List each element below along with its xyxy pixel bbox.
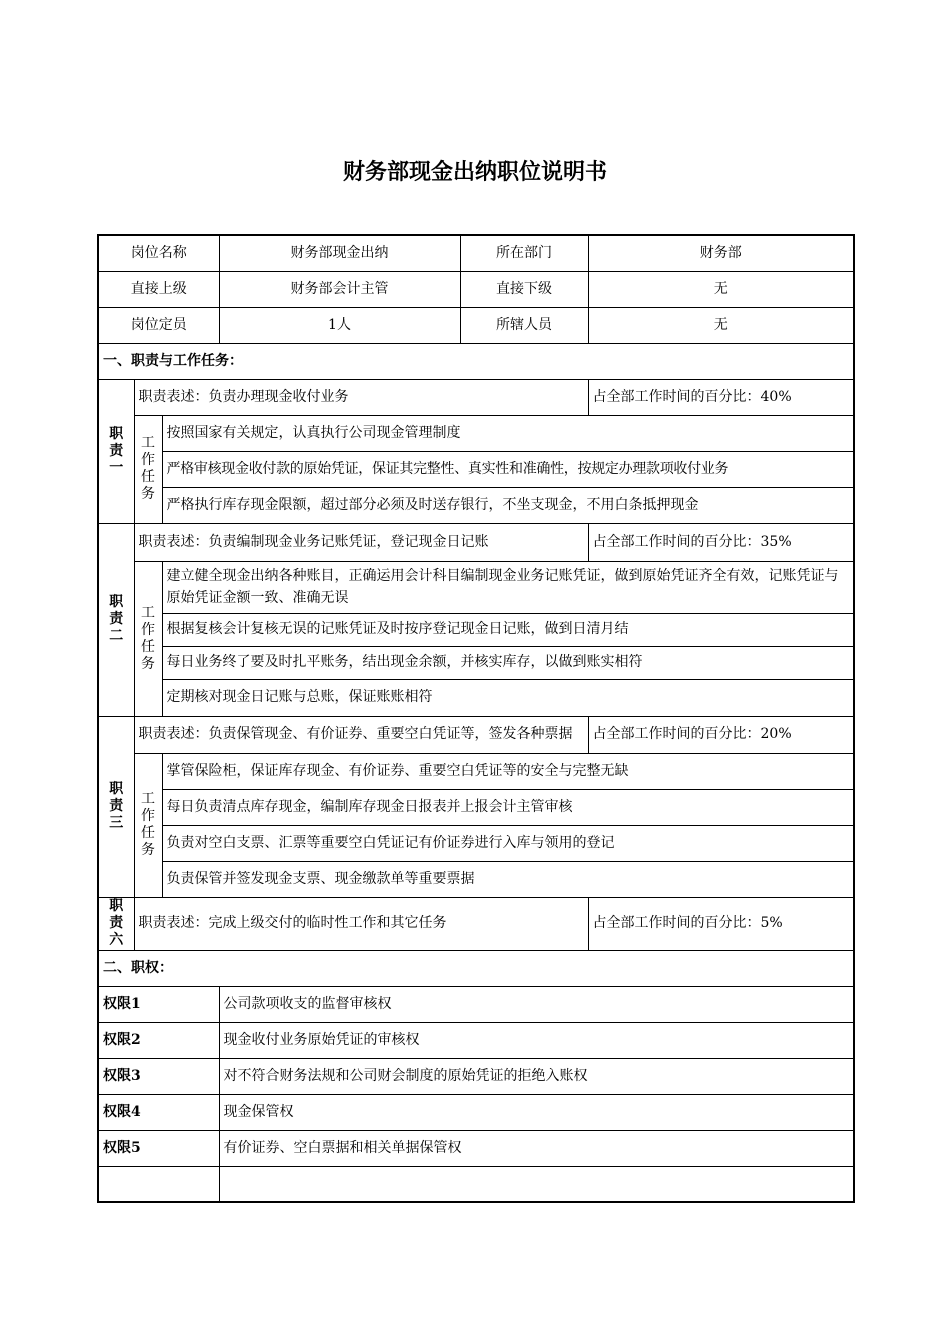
section-heading-duties: 一、职责与工作任务： — [98, 343, 854, 379]
authority-row — [98, 1094, 854, 1130]
task-row — [98, 487, 854, 523]
subordinate-value: 无 — [588, 271, 854, 307]
quota-value: 1人 — [219, 307, 460, 343]
section-heading-authority: 二、职权： — [98, 950, 854, 986]
section-row — [98, 950, 854, 986]
task-item: 负责保管并签发现金支票、现金缴款单等重要票据 — [162, 861, 854, 897]
header-row — [98, 307, 854, 343]
duty-time-percent: 占全部工作时间的百分比：35% — [588, 523, 854, 561]
task-label — [134, 415, 162, 523]
page-title: 财务部现金出纳职位说明书 — [342, 160, 607, 185]
task-item: 掌管保险柜，保证库存现金、有价证券、重要空白凭证等的安全与完整无缺 — [162, 753, 854, 789]
authority-row — [98, 1058, 854, 1094]
staff-label: 所辖人员 — [460, 307, 588, 343]
task-row — [98, 789, 854, 825]
duty-label-text: 职责六 — [109, 898, 124, 948]
subordinate-label: 直接下级 — [460, 271, 588, 307]
authority-row — [98, 986, 854, 1022]
duty-label-text: 职责一 — [109, 425, 124, 476]
task-item: 每日负责清点库存现金，编制库存现金日报表并上报会计主管审核 — [162, 789, 854, 825]
authority-label: 权限2 — [98, 1022, 219, 1058]
task-item: 建立健全现金出纳各种账目，正确运用会计科目编制现金业务记账凭证，做到原始凭证齐全有效，记账凭证与原始凭证金额一致、准确无误 — [162, 561, 854, 613]
task-row — [98, 679, 854, 716]
task-label-text: 工作任务 — [141, 791, 155, 858]
dept-value: 财务部 — [588, 235, 854, 271]
authority-text: 公司款项收支的监督审核权 — [219, 986, 854, 1022]
task-item: 负责对空白支票、汇票等重要空白凭证记有价证券进行入库与领用的登记 — [162, 825, 854, 861]
duty-label — [98, 897, 134, 950]
duty-row — [98, 379, 854, 415]
authority-label: 权限3 — [98, 1058, 219, 1094]
duty-description: 职责表述：完成上级交付的临时性工作和其它任务 — [134, 897, 588, 950]
task-row — [98, 561, 854, 613]
section-row — [98, 343, 854, 379]
task-item: 按照国家有关规定，认真执行公司现金管理制度 — [162, 415, 854, 451]
duty-time-percent: 占全部工作时间的百分比：5% — [588, 897, 854, 950]
dept-label: 所在部门 — [460, 235, 588, 271]
duty-description: 职责表述：负责办理现金收付业务 — [134, 379, 588, 415]
task-row — [98, 861, 854, 897]
task-row — [98, 646, 854, 679]
duty-label — [98, 716, 134, 897]
task-row — [98, 415, 854, 451]
superior-label: 直接上级 — [98, 271, 219, 307]
authority-text: 现金收付业务原始凭证的审核权 — [219, 1022, 854, 1058]
task-item: 严格执行库存现金限额，超过部分必须及时送存银行，不坐支现金，不用白条抵押现金 — [162, 487, 854, 523]
task-item: 根据复核会计复核无误的记账凭证及时按序登记现金日记账，做到日清月结 — [162, 613, 854, 646]
task-row — [98, 613, 854, 646]
task-row — [98, 825, 854, 861]
task-item: 定期核对现金日记账与总账，保证账账相符 — [162, 679, 854, 716]
authority-text: 现金保管权 — [219, 1094, 854, 1130]
duty-label — [98, 379, 134, 523]
authority-text: 对不符合财务法规和公司财会制度的原始凭证的拒绝入账权 — [219, 1058, 854, 1094]
empty-row — [98, 1166, 854, 1202]
duty-row — [98, 716, 854, 753]
post-name-value: 财务部现金出纳 — [219, 235, 460, 271]
authority-row — [98, 1022, 854, 1058]
task-label — [134, 753, 162, 897]
task-row — [98, 451, 854, 487]
quota-label: 岗位定员 — [98, 307, 219, 343]
task-item: 每日业务终了要及时扎平账务，结出现金余额，并核实库存，以做到账实相符 — [162, 646, 854, 679]
task-label-text: 工作任务 — [141, 604, 155, 672]
superior-value: 财务部会计主管 — [219, 271, 460, 307]
authority-row — [98, 1130, 854, 1166]
duty-label-text: 职责二 — [109, 594, 124, 644]
task-row — [98, 753, 854, 789]
task-label — [134, 561, 162, 716]
duty-description: 职责表述：负责保管现金、有价证券、重要空白凭证等，签发各种票据 — [134, 716, 588, 753]
job-description-table — [97, 234, 855, 1203]
duty-time-percent: 占全部工作时间的百分比：20% — [588, 716, 854, 753]
staff-value: 无 — [588, 307, 854, 343]
duty-label-text: 职责三 — [109, 781, 124, 831]
authority-label: 权限5 — [98, 1130, 219, 1166]
empty-cell — [98, 1166, 219, 1202]
header-row — [98, 235, 854, 271]
duty-row — [98, 523, 854, 561]
empty-cell — [219, 1166, 854, 1202]
duty-label — [98, 523, 134, 716]
duty-description: 职责表述：负责编制现金业务记账凭证，登记现金日记账 — [134, 523, 588, 561]
authority-label: 权限1 — [98, 986, 219, 1022]
task-label-text: 工作任务 — [141, 435, 155, 502]
task-item: 严格审核现金收付款的原始凭证，保证其完整性、真实性和准确性，按规定办理款项收付业务 — [162, 451, 854, 487]
header-row — [98, 271, 854, 307]
duty-row — [98, 897, 854, 950]
authority-text: 有价证券、空白票据和相关单据保管权 — [219, 1130, 854, 1166]
post-name-label: 岗位名称 — [98, 235, 219, 271]
duty-time-percent: 占全部工作时间的百分比：40% — [588, 379, 854, 415]
authority-label: 权限4 — [98, 1094, 219, 1130]
